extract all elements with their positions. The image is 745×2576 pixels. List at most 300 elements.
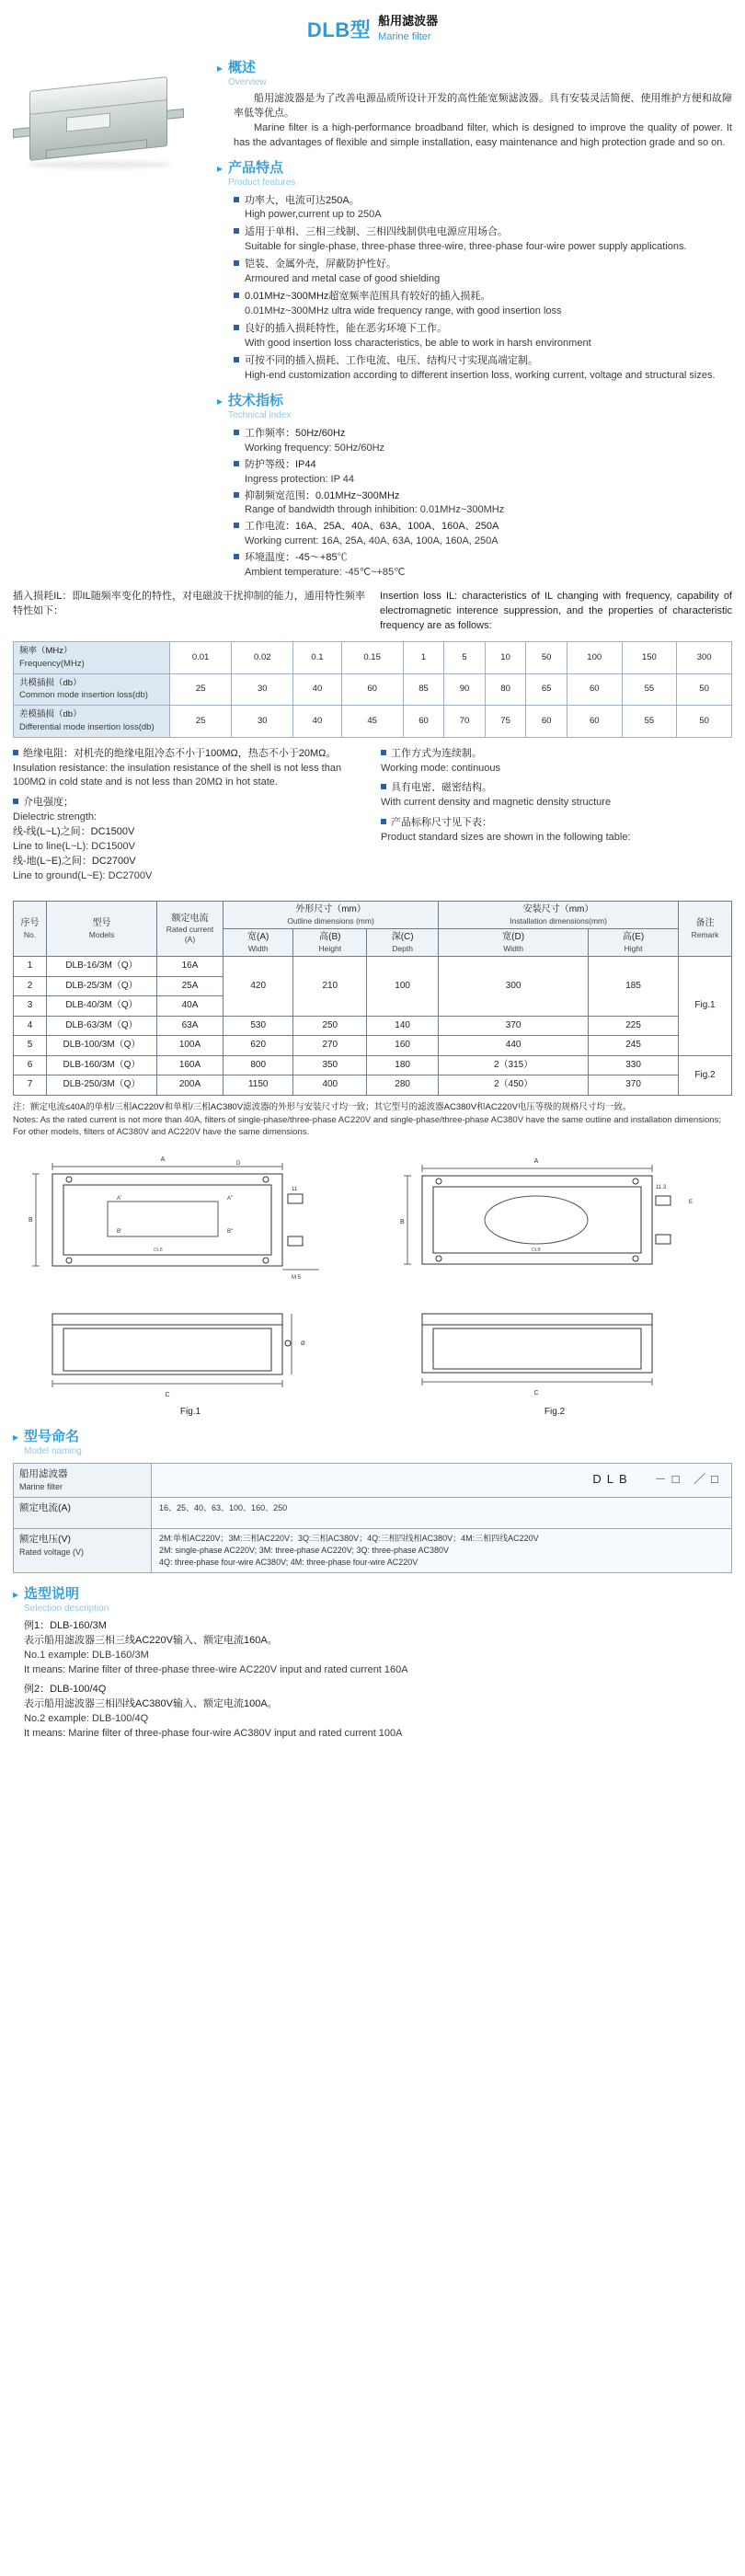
mn-label-zh: 船用滤波器 xyxy=(19,1467,68,1479)
product-photo xyxy=(9,73,193,174)
selection-title-zh: 选型说明 xyxy=(24,1585,80,1602)
square-bullet-icon xyxy=(234,461,239,466)
cell: 30 xyxy=(232,706,293,738)
th-inst-height-en: Hight xyxy=(624,943,643,953)
th-model-en: Models xyxy=(88,929,115,939)
square-bullet-icon xyxy=(234,492,239,498)
drawings-area xyxy=(13,1148,732,1420)
il-row-header-zh: 频率（MHz） xyxy=(19,645,73,656)
cell-current: 63A xyxy=(157,1016,224,1036)
square-bullet-icon xyxy=(381,784,386,789)
section-overview xyxy=(217,60,732,151)
features-list xyxy=(234,194,732,384)
il-row-header-en: Frequency(MHz) xyxy=(19,658,85,669)
cell: 50 xyxy=(677,673,732,706)
cell: 85 xyxy=(403,673,444,706)
square-bullet-icon xyxy=(234,430,239,435)
dielectric-line-zh-2: 线-地(L~E)之间：DC2700V xyxy=(13,856,136,868)
example1-zh-title: 例1：DLB-160/3M xyxy=(24,1619,107,1631)
cell-inst-width: 2（315） xyxy=(439,1055,589,1075)
overview-en: Marine filter is a high-performance broadband filter, which is designed to improve the quality of power. It has the advantages of flexible and simple installation, easy maintenance and high protection grade and so on. xyxy=(234,121,732,148)
table-notes-en: Notes: As the rated current is not more than 40A, filters of single-phase/three-phase AC220V and single-phase/three-phase AC380V have the same outline and installation dimensions; For other models, filters of AC380V and AC220V have the same dimensions. xyxy=(13,1114,721,1138)
feature-zh: 良好的插入损耗特性，能在恶劣环境下工作。 xyxy=(245,323,447,335)
tech-en: Working current: 16A, 25A, 40A, 63A, 100A, 160A, 250A xyxy=(245,535,499,547)
mn-label-zh: 额定电压(V) xyxy=(19,1533,71,1545)
cell-height: 400 xyxy=(293,1075,367,1096)
th-width-zh: 宽(A) xyxy=(247,932,269,943)
note-en: Product standard sizes are shown in the following table: xyxy=(381,832,631,844)
notes-left-column xyxy=(13,747,364,890)
il-row-header xyxy=(14,706,170,738)
feature-zh: 铠装、金属外壳，屏蔽防护性好。 xyxy=(245,259,396,270)
fig2-side-svg xyxy=(377,1286,732,1406)
cell-no: 2 xyxy=(14,976,47,996)
chevron-right-icon: ▸ xyxy=(217,161,224,175)
cell: 40 xyxy=(293,673,341,706)
fig1-side-drawing xyxy=(13,1286,368,1406)
model-naming-title-en: Model naming xyxy=(24,1445,82,1456)
th-install xyxy=(439,902,679,929)
example1-en-title: No.1 example: DLB-160/3M xyxy=(24,1649,149,1661)
chevron-right-icon: ▸ xyxy=(217,394,224,408)
cell: 0.1 xyxy=(293,641,341,673)
cell: 0.01 xyxy=(170,641,232,673)
overview-title-zh: 概述 xyxy=(228,59,257,75)
tech-en: Ambient temperature: -45℃~+85℃ xyxy=(245,567,406,579)
feature-zh: 0.01MHz~300MHz超宽频率范围具有较好的插入损耗。 xyxy=(245,291,491,303)
cell-current: 40A xyxy=(157,996,224,1017)
svg-text:C: C xyxy=(533,1390,539,1397)
fig1-caption: Fig.1 xyxy=(179,1407,201,1418)
cell-width: 530 xyxy=(224,1016,293,1036)
cell: 80 xyxy=(485,673,526,706)
feature-en: 0.01MHz~300MHz ultra wide frequency range, with good insertion loss xyxy=(245,305,562,317)
cell: 55 xyxy=(622,673,677,706)
square-bullet-icon xyxy=(234,325,239,330)
cell: 70 xyxy=(444,706,486,738)
fig1-front-drawing xyxy=(13,1148,368,1286)
page-title-cn: 船用滤波器 xyxy=(378,14,439,28)
section-selection xyxy=(13,1586,745,1615)
feature-en: Armoured and metal case of good shielding xyxy=(245,273,441,285)
th-model-zh: 型号 xyxy=(92,918,111,929)
dielectric-line-zh-1: 线-线(L~L)之间：DC1500V xyxy=(13,826,135,838)
cell-model: DLB-160/3M（Q） xyxy=(47,1055,157,1075)
cell-inst-height: 245 xyxy=(589,1036,679,1056)
square-bullet-icon xyxy=(234,293,239,298)
cell-width: 1150 xyxy=(224,1075,293,1096)
list-item xyxy=(234,520,732,549)
section-features xyxy=(217,160,732,384)
note-zh: 具有电密、磁密结构。 xyxy=(391,782,492,794)
list-item xyxy=(234,458,732,488)
note-zh: 介电强度； xyxy=(23,797,74,809)
cell: 300 xyxy=(677,641,732,673)
selection-example-2 xyxy=(24,1683,732,1742)
note-en: Insulation resistance: the insulation resistance of the shell is not less than 100MΩ in cold state and is not less than 20MΩ in hot state. xyxy=(13,762,342,788)
cell: 0.02 xyxy=(232,641,293,673)
mn-label-zh: 额定电流(A) xyxy=(19,1501,71,1513)
cell: 65 xyxy=(526,673,567,706)
square-bullet-icon xyxy=(13,750,18,755)
feature-en: High-end customization according to different insertion loss, working current, voltage and structural sizes. xyxy=(245,369,716,381)
example2-zh-title: 例2：DLB-100/4Q xyxy=(24,1683,107,1695)
cell-model: DLB-100/3M（Q） xyxy=(47,1036,157,1056)
features-title-en: Product features xyxy=(228,177,296,188)
cell-current: 16A xyxy=(157,957,224,977)
technical-list xyxy=(234,427,732,581)
cell: 5 xyxy=(444,641,486,673)
cell-model: DLB-40/3M（Q） xyxy=(47,996,157,1017)
cell-no: 3 xyxy=(14,996,47,1017)
cell-inst-height: 225 xyxy=(589,1016,679,1036)
th-current xyxy=(157,902,224,957)
features-title-zh: 产品特点 xyxy=(228,159,284,176)
square-bullet-icon xyxy=(381,819,386,824)
figure-captions xyxy=(13,1406,732,1420)
tech-zh: 工作电流：16A、25A、40A、63A、100A、160A、250A xyxy=(245,521,499,533)
th-inst-width-zh: 宽(D) xyxy=(502,932,525,943)
list-item xyxy=(234,489,732,519)
drawings-row-top xyxy=(13,1148,732,1286)
list-item xyxy=(234,427,732,456)
cell: 45 xyxy=(341,706,403,738)
cell: 25 xyxy=(170,706,232,738)
notes-right-column xyxy=(381,747,732,890)
th-inst-height xyxy=(589,929,679,957)
tech-zh: 防护等级：IP44 xyxy=(245,458,316,470)
tech-zh: 抑制频宽范围：0.01MHz~300MHz xyxy=(245,489,400,501)
cell-model: DLB-250/3M（Q） xyxy=(47,1075,157,1096)
th-height-zh: 高(B) xyxy=(319,932,341,943)
cell-no: 6 xyxy=(14,1055,47,1075)
cell-inst-width: 300 xyxy=(439,957,589,1017)
tech-zh: 环境温度：-45～+85℃ xyxy=(245,552,348,564)
section-model-naming xyxy=(13,1429,745,1457)
table-row xyxy=(14,957,732,977)
table-row xyxy=(14,1055,732,1075)
cell: 100 xyxy=(567,641,622,673)
cell: 30 xyxy=(232,673,293,706)
table-row xyxy=(14,1075,732,1096)
cell-width: 620 xyxy=(224,1036,293,1056)
cell: 10 xyxy=(485,641,526,673)
svg-text:11: 11 xyxy=(292,1187,298,1193)
cell-width: 800 xyxy=(224,1055,293,1075)
th-model xyxy=(47,902,157,957)
mn-voltage-line1: 2M:单相AC220V；3M:三相AC220V；3Q:三相AC380V；4Q:三相四线相AC380V；4M:三相四线AC220V xyxy=(159,1533,539,1543)
example2-en-title: No.2 example: DLB-100/4Q xyxy=(24,1712,149,1724)
th-height-en: Height xyxy=(318,943,342,953)
table-row xyxy=(14,706,732,738)
th-no-en: No. xyxy=(23,929,37,939)
table-row xyxy=(14,1529,731,1572)
feature-en: High power,current up to 250A xyxy=(245,209,382,221)
note-zh: 产品标称尺寸见下表： xyxy=(391,817,492,829)
technical-title-en: Technical index xyxy=(228,409,292,420)
specs-notes xyxy=(13,747,732,890)
list-item xyxy=(234,225,732,255)
cell-remark: Fig.1 xyxy=(679,957,732,1056)
cell: 50 xyxy=(526,641,567,673)
il-row-header-zh: 差模插损（db） xyxy=(19,709,82,720)
svg-text:D: D xyxy=(236,1161,241,1167)
square-bullet-icon xyxy=(234,260,239,266)
selection-example-1 xyxy=(24,1619,732,1678)
square-bullet-icon xyxy=(234,523,239,528)
dielectric-line-en-2: Line to ground(L~E): DC2700V xyxy=(13,870,153,882)
th-remark-en: Remark xyxy=(691,929,719,939)
list-item xyxy=(234,290,732,319)
feature-en: With good insertion loss characteristics, be able to work in harsh environment xyxy=(245,337,591,349)
svg-text:B: B xyxy=(29,1217,33,1225)
fig1-front-svg xyxy=(13,1148,368,1286)
page-title-en: Marine filter xyxy=(378,30,431,42)
example2-zh-desc: 表示船用滤波器三相四线AC380V输入、额定电流100A。 xyxy=(24,1697,278,1709)
svg-text:A": A" xyxy=(227,1196,234,1202)
cell-width: 420 xyxy=(224,957,293,1017)
tech-en: Range of bandwidth through inhibition: 0.01MHz~300MHz xyxy=(245,504,505,516)
svg-text:11.3: 11.3 xyxy=(656,1185,667,1191)
mn-code-row xyxy=(152,1464,731,1497)
table-row xyxy=(14,1464,731,1498)
mn-label-en: Rated voltage (V) xyxy=(19,1547,85,1558)
table-row xyxy=(14,1016,732,1036)
th-remark-zh: 备注 xyxy=(695,918,715,929)
feature-en: Suitable for single-phase, three-phase three-wire, three-phase four-wire power supply applications. xyxy=(245,241,687,253)
note-insulation xyxy=(13,747,364,791)
fig1-side-svg xyxy=(13,1286,368,1406)
svg-text:DLB: DLB xyxy=(154,1248,163,1254)
cell-current: 160A xyxy=(157,1055,224,1075)
square-bullet-icon xyxy=(234,228,239,234)
th-current-zh: 额定电流 xyxy=(171,913,209,924)
cell-current: 200A xyxy=(157,1075,224,1096)
page-header xyxy=(0,0,745,51)
th-install-en: Installation dimensions(mm) xyxy=(510,915,607,926)
il-row-header xyxy=(14,673,170,706)
cell-inst-height: 330 xyxy=(589,1055,679,1075)
insertion-loss-intro xyxy=(13,590,732,634)
cell-model: DLB-25/3M（Q） xyxy=(47,976,157,996)
il-intro-en: Insertion loss IL: characteristics of IL changing with frequency, capability of electromagnetic interence suppression, and the properties of characteristic frequency are as follows: xyxy=(380,591,732,632)
fig2-caption: Fig.2 xyxy=(544,1407,566,1418)
cell-remark: Fig.2 xyxy=(679,1055,732,1095)
note-working-mode xyxy=(381,747,732,776)
square-bullet-icon xyxy=(381,750,386,755)
cell: 60 xyxy=(341,673,403,706)
square-bullet-icon xyxy=(234,197,239,202)
note-zh: 工作方式为连续制。 xyxy=(391,747,482,759)
cell-inst-height: 185 xyxy=(589,957,679,1017)
overview-zh: 船用滤波器是为了改善电源品质所设计开发的高性能宽频滤波器。具有安装灵活简便、使用维护方便和故障率低等优点。 xyxy=(234,92,732,119)
top-content xyxy=(217,60,745,581)
mn-voltage-values xyxy=(152,1529,731,1572)
top-area xyxy=(0,60,745,581)
cell-no: 7 xyxy=(14,1075,47,1096)
table-notes xyxy=(13,1101,732,1139)
cell: 150 xyxy=(622,641,677,673)
fig2-front-drawing xyxy=(377,1148,732,1286)
th-inst-height-zh: 高(E) xyxy=(622,932,645,943)
cell: 75 xyxy=(485,706,526,738)
il-row-header-en: Differential mode insertion loss(db) xyxy=(19,721,155,732)
cell-height: 250 xyxy=(293,1016,367,1036)
cell-height: 350 xyxy=(293,1055,367,1075)
example2-en-desc: It means: Marine filter of three-phase four-wire AC380V input and rated current 100A xyxy=(24,1727,403,1739)
list-item xyxy=(234,551,732,581)
th-outline xyxy=(224,902,439,929)
chevron-right-icon: ▸ xyxy=(13,1430,19,1443)
svg-text:DLB: DLB xyxy=(532,1248,541,1254)
fig2-side-drawing xyxy=(377,1286,732,1406)
th-height xyxy=(293,929,367,957)
svg-text:B: B xyxy=(400,1219,405,1226)
mn-label-current xyxy=(14,1498,152,1528)
mn-label-en: Marine filter xyxy=(19,1481,63,1491)
cell-depth: 160 xyxy=(367,1036,439,1056)
mn-label-voltage xyxy=(14,1529,152,1572)
mn-voltage-line2: 2M: single-phase AC220V; 3M: three-phase AC220V; 3Q: three-phase AC380V xyxy=(159,1545,450,1555)
example1-en-desc: It means: Marine filter of three-phase three-wire AC220V input and rated current 160A xyxy=(24,1663,408,1675)
cell: 55 xyxy=(622,706,677,738)
svg-text:A: A xyxy=(160,1156,166,1164)
svg-text:A': A' xyxy=(117,1196,122,1202)
th-outline-zh: 外形尺寸（mm） xyxy=(295,904,366,914)
cell-current: 25A xyxy=(157,976,224,996)
cell: 40 xyxy=(293,706,341,738)
insertion-loss-table xyxy=(13,641,732,738)
cell-inst-height: 370 xyxy=(589,1075,679,1096)
note-zh: 绝缘电阻：对机壳的绝缘电阻冷态不小于100MΩ，热态不小于20MΩ。 xyxy=(23,747,337,759)
th-no-zh: 序号 xyxy=(20,918,40,929)
mn-current-values xyxy=(152,1498,731,1528)
th-inst-width-en: Width xyxy=(503,943,523,953)
cell-inst-width: 2（450） xyxy=(439,1075,589,1096)
cell-no: 1 xyxy=(14,957,47,977)
cell-model: DLB-63/3M（Q） xyxy=(47,1016,157,1036)
selection-title-en: Selection description xyxy=(24,1603,109,1614)
cell-current: 100A xyxy=(157,1036,224,1056)
mn-code-prefix: DLB xyxy=(592,1472,633,1487)
cell-no: 5 xyxy=(14,1036,47,1056)
th-depth xyxy=(367,929,439,957)
model-naming-table xyxy=(13,1463,732,1573)
cell-depth: 140 xyxy=(367,1016,439,1036)
list-item xyxy=(234,322,732,351)
list-item xyxy=(234,354,732,384)
tech-en: Working frequency: 50Hz/60Hz xyxy=(245,442,385,454)
il-row-header xyxy=(14,641,170,673)
cell: 50 xyxy=(677,706,732,738)
th-inst-width xyxy=(439,929,589,957)
svg-text:A: A xyxy=(533,1158,539,1166)
th-install-zh: 安装尺寸（mm） xyxy=(522,904,594,914)
square-bullet-icon xyxy=(234,554,239,559)
fig2-front-svg xyxy=(377,1148,732,1286)
technical-title-zh: 技术指标 xyxy=(228,392,284,408)
cell-height: 270 xyxy=(293,1036,367,1056)
note-en: With current density and magnetic density structure xyxy=(381,797,612,809)
overview-paragraph xyxy=(234,92,732,151)
dielectric-line-en-1: Line to line(L~L): DC1500V xyxy=(13,841,135,853)
svg-text:C: C xyxy=(165,1392,170,1399)
th-outline-en: Outline dimensions (mm) xyxy=(287,915,374,926)
square-bullet-icon xyxy=(234,357,239,362)
svg-text:Ø: Ø xyxy=(301,1341,305,1348)
table-header-row xyxy=(14,902,732,929)
cell: 60 xyxy=(403,706,444,738)
tech-en: Ingress protection: IP 44 xyxy=(245,473,355,485)
table-row xyxy=(14,641,732,673)
list-item xyxy=(234,194,732,224)
table-row xyxy=(14,1498,731,1529)
mn-code-slots: －□ ／□ xyxy=(654,1472,724,1487)
note-en: Dielectric strength: xyxy=(13,811,97,823)
th-current-unit: (A) xyxy=(184,934,196,944)
feature-zh: 可按不同的插入损耗、工作电流、电压、结构尺寸实现高端定制。 xyxy=(245,354,538,366)
square-bullet-icon xyxy=(13,799,18,804)
cell-no: 4 xyxy=(14,1016,47,1036)
th-depth-en: Depth xyxy=(392,943,413,953)
svg-text:B": B" xyxy=(227,1229,234,1236)
cell: 1 xyxy=(403,641,444,673)
overview-title-en: Overview xyxy=(228,76,267,87)
il-intro-zh: 插入损耗IL：即IL随频率变化的特性，对电磁波干扰抑制的能力，通用特性频率特性如下： xyxy=(13,591,365,617)
cell-height: 210 xyxy=(293,957,367,1017)
selection-examples xyxy=(24,1619,732,1742)
cell-inst-width: 370 xyxy=(439,1016,589,1036)
svg-text:E: E xyxy=(689,1200,693,1206)
feature-zh: 功率大，电流可达250A。 xyxy=(245,194,360,206)
mn-label-filter xyxy=(14,1464,152,1497)
cell: 25 xyxy=(170,673,232,706)
th-width xyxy=(224,929,293,957)
cell: 90 xyxy=(444,673,486,706)
drawings-row-bottom xyxy=(13,1286,732,1406)
th-no xyxy=(14,902,47,957)
svg-text:B': B' xyxy=(117,1229,122,1236)
il-row-header-en: Common mode insertion loss(db) xyxy=(19,690,148,701)
th-depth-zh: 深(C) xyxy=(391,932,414,943)
cell-depth: 180 xyxy=(367,1055,439,1075)
specification-table xyxy=(13,901,732,1096)
th-remark xyxy=(679,902,732,957)
note-standard-sizes xyxy=(381,816,732,845)
page-title-model: DLB型 xyxy=(306,17,372,41)
table-row xyxy=(14,1036,732,1056)
th-width-en: Width xyxy=(247,943,269,953)
example1-zh-desc: 表示船用滤波器三相三线AC220V输入、额定电流160A。 xyxy=(24,1634,278,1646)
section-technical-index xyxy=(217,393,732,581)
note-en: Working mode: continuous xyxy=(381,762,501,774)
il-row-header-zh: 共模插损（db） xyxy=(19,677,82,688)
mn-voltage-line3: 4Q: three-phase four-wire AC380V; 4M: three-phase four-wire AC220V xyxy=(159,1557,418,1567)
cell-inst-width: 440 xyxy=(439,1036,589,1056)
cell-depth: 100 xyxy=(367,957,439,1017)
cell: 0.15 xyxy=(341,641,403,673)
table-notes-zh: 注：额定电流≤40A的单相/三相AC220V和单相/三相AC380V滤波器的外形与安装尺寸均一致；其它型号的滤波器AC380V和AC220V电压等级的规格尺寸均一致。 xyxy=(13,1101,632,1112)
cell-depth: 280 xyxy=(367,1075,439,1096)
list-item xyxy=(234,258,732,287)
cell-model: DLB-16/3M（Q） xyxy=(47,957,157,977)
model-naming-title-zh: 型号命名 xyxy=(24,1428,80,1444)
note-density xyxy=(381,781,732,811)
cell: 60 xyxy=(567,706,622,738)
th-current-en: Rated current xyxy=(166,925,214,935)
chevron-right-icon: ▸ xyxy=(217,61,224,75)
svg-text:M 5: M 5 xyxy=(292,1275,302,1282)
